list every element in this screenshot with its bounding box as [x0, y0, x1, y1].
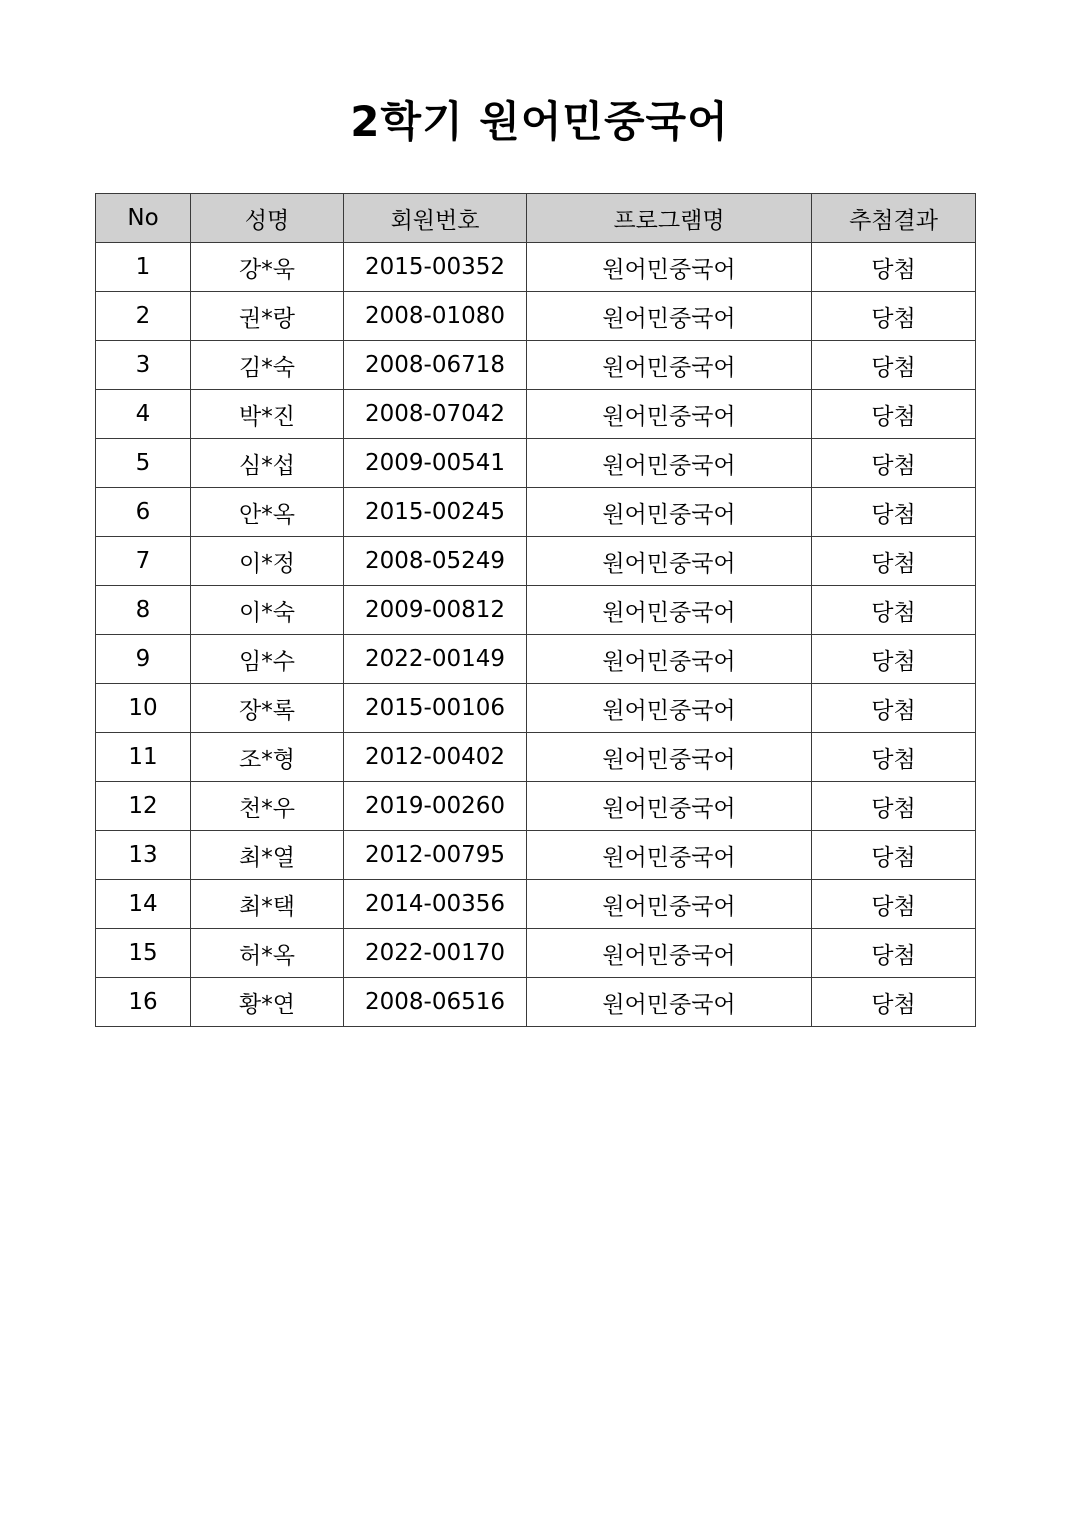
cell-program-name: 원어민중국어	[527, 978, 812, 1027]
cell-name: 최*열	[191, 831, 344, 880]
cell-no: 15	[96, 929, 191, 978]
table-row	[96, 831, 976, 880]
table-row	[96, 684, 976, 733]
cell-draw-result: 당첨	[812, 929, 976, 978]
cell-name: 허*옥	[191, 929, 344, 978]
cell-draw-result: 당첨	[812, 341, 976, 390]
cell-no: 12	[96, 782, 191, 831]
cell-draw-result: 당첨	[812, 782, 976, 831]
cell-draw-result: 당첨	[812, 390, 976, 439]
cell-no: 13	[96, 831, 191, 880]
cell-program-name: 원어민중국어	[527, 684, 812, 733]
header-member-number: 회원번호	[344, 194, 527, 243]
table-row	[96, 439, 976, 488]
cell-no: 7	[96, 537, 191, 586]
cell-program-name: 원어민중국어	[527, 733, 812, 782]
cell-name: 강*욱	[191, 243, 344, 292]
cell-draw-result: 당첨	[812, 243, 976, 292]
cell-member-number: 2008-05249	[344, 537, 527, 586]
cell-program-name: 원어민중국어	[527, 243, 812, 292]
cell-no: 9	[96, 635, 191, 684]
cell-program-name: 원어민중국어	[527, 880, 812, 929]
cell-program-name: 원어민중국어	[527, 439, 812, 488]
header-draw-result: 추첨결과	[812, 194, 976, 243]
cell-name: 임*수	[191, 635, 344, 684]
cell-no: 11	[96, 733, 191, 782]
lottery-result-table	[95, 193, 976, 1027]
cell-program-name: 원어민중국어	[527, 635, 812, 684]
cell-member-number: 2012-00402	[344, 733, 527, 782]
cell-no: 3	[96, 341, 191, 390]
cell-member-number: 2022-00149	[344, 635, 527, 684]
cell-draw-result: 당첨	[812, 488, 976, 537]
table-row	[96, 978, 976, 1027]
table-row	[96, 733, 976, 782]
cell-no: 6	[96, 488, 191, 537]
cell-draw-result: 당첨	[812, 537, 976, 586]
page-title: 2학기 원어민중국어	[350, 97, 729, 146]
cell-program-name: 원어민중국어	[527, 537, 812, 586]
table-header-row	[96, 194, 976, 243]
cell-program-name: 원어민중국어	[527, 586, 812, 635]
cell-no: 16	[96, 978, 191, 1027]
table-row	[96, 586, 976, 635]
cell-name: 권*랑	[191, 292, 344, 341]
cell-member-number: 2019-00260	[344, 782, 527, 831]
cell-member-number: 2008-06718	[344, 341, 527, 390]
table-row	[96, 537, 976, 586]
cell-program-name: 원어민중국어	[527, 782, 812, 831]
cell-draw-result: 당첨	[812, 635, 976, 684]
cell-name: 김*숙	[191, 341, 344, 390]
cell-no: 1	[96, 243, 191, 292]
cell-member-number: 2015-00245	[344, 488, 527, 537]
header-program-name: 프로그램명	[527, 194, 812, 243]
cell-name: 이*정	[191, 537, 344, 586]
table-row	[96, 782, 976, 831]
cell-program-name: 원어민중국어	[527, 390, 812, 439]
cell-no: 4	[96, 390, 191, 439]
cell-member-number: 2008-06516	[344, 978, 527, 1027]
table-row	[96, 292, 976, 341]
header-name: 성명	[191, 194, 344, 243]
cell-member-number: 2008-01080	[344, 292, 527, 341]
cell-no: 10	[96, 684, 191, 733]
cell-no: 14	[96, 880, 191, 929]
header-no: No	[96, 194, 191, 243]
cell-member-number: 2015-00352	[344, 243, 527, 292]
table-row	[96, 390, 976, 439]
cell-name: 천*우	[191, 782, 344, 831]
cell-name: 황*연	[191, 978, 344, 1027]
table-row	[96, 635, 976, 684]
cell-member-number: 2022-00170	[344, 929, 527, 978]
cell-draw-result: 당첨	[812, 880, 976, 929]
cell-name: 최*택	[191, 880, 344, 929]
cell-program-name: 원어민중국어	[527, 831, 812, 880]
cell-name: 조*형	[191, 733, 344, 782]
table-row	[96, 341, 976, 390]
cell-program-name: 원어민중국어	[527, 929, 812, 978]
cell-no: 5	[96, 439, 191, 488]
cell-draw-result: 당첨	[812, 292, 976, 341]
cell-program-name: 원어민중국어	[527, 292, 812, 341]
cell-name: 이*숙	[191, 586, 344, 635]
cell-no: 2	[96, 292, 191, 341]
cell-name: 심*섭	[191, 439, 344, 488]
cell-member-number: 2008-07042	[344, 390, 527, 439]
cell-draw-result: 당첨	[812, 684, 976, 733]
cell-member-number: 2012-00795	[344, 831, 527, 880]
cell-draw-result: 당첨	[812, 439, 976, 488]
table-row	[96, 880, 976, 929]
cell-draw-result: 당첨	[812, 831, 976, 880]
cell-name: 박*진	[191, 390, 344, 439]
cell-member-number: 2009-00541	[344, 439, 527, 488]
cell-no: 8	[96, 586, 191, 635]
cell-draw-result: 당첨	[812, 733, 976, 782]
cell-name: 안*옥	[191, 488, 344, 537]
cell-program-name: 원어민중국어	[527, 488, 812, 537]
cell-program-name: 원어민중국어	[527, 341, 812, 390]
table-body	[96, 243, 976, 1027]
cell-member-number: 2014-00356	[344, 880, 527, 929]
cell-member-number: 2009-00812	[344, 586, 527, 635]
cell-name: 장*록	[191, 684, 344, 733]
cell-member-number: 2015-00106	[344, 684, 527, 733]
cell-draw-result: 당첨	[812, 978, 976, 1027]
cell-draw-result: 당첨	[812, 586, 976, 635]
table-row	[96, 929, 976, 978]
table-row	[96, 243, 976, 292]
table-row	[96, 488, 976, 537]
